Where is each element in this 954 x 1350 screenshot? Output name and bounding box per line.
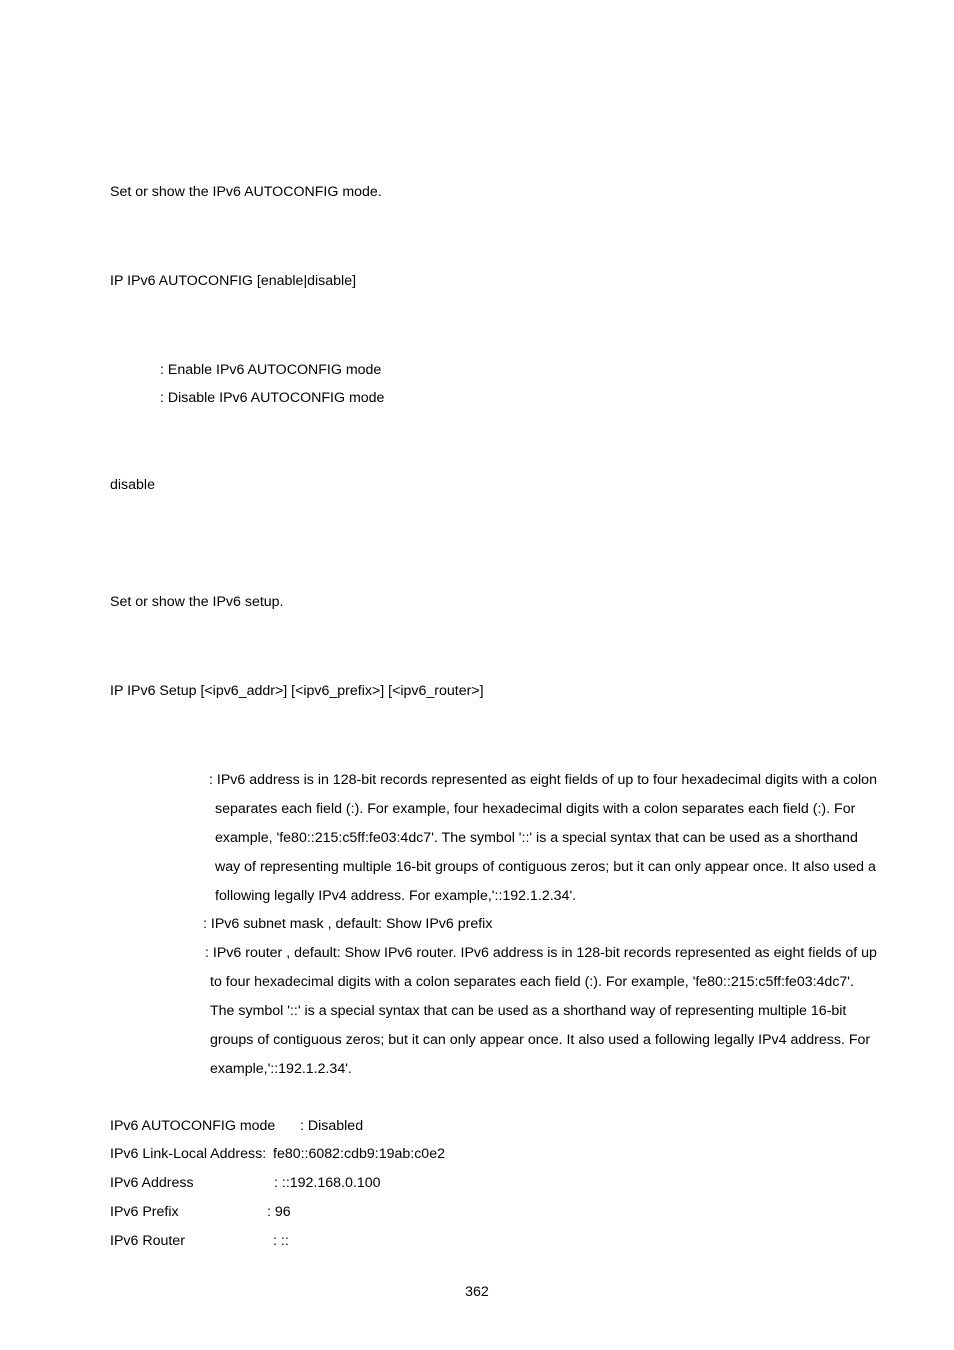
example-label: IPv6 Address [110, 1175, 194, 1191]
setup-syntax: IP IPv6 Setup [<ipv6_addr>] [<ipv6_prefix>] [<ipv6_router>] [110, 683, 484, 699]
param-line: groups of contiguous zeros; but it can only appear once. It also used a following legally IPv4 address. For [210, 1032, 871, 1048]
param-line: separates each field (:). For example, four hexadecimal digits with a colon separates each field (:). For [215, 801, 856, 817]
example-label: IPv6 AUTOCONFIG mode [110, 1118, 276, 1134]
autoconfig-default: disable [110, 477, 155, 493]
example-value: : 96 [267, 1204, 291, 1220]
example-value: : Disabled [300, 1118, 364, 1134]
param-line: way of representing multiple 16-bit groups of contiguous zeros; but it can only appear once. It also used a [215, 859, 876, 875]
autoconfig-param-disable: : Disable IPv6 AUTOCONFIG mode [160, 390, 385, 406]
setup-description: Set or show the IPv6 setup. [110, 594, 284, 610]
param-ipv6-router [205, 939, 877, 1084]
example-value: fe80::6082:cdb9:19ab:c0e2 [273, 1146, 445, 1162]
param-line: following legally IPv4 address. For example,'::192.1.2.34'. [215, 888, 577, 904]
autoconfig-syntax: IP IPv6 AUTOCONFIG [enable|disable] [110, 273, 357, 289]
autoconfig-param-enable: : Enable IPv6 AUTOCONFIG mode [160, 362, 382, 378]
autoconfig-description: Set or show the IPv6 AUTOCONFIG mode. [110, 184, 382, 200]
param-ipv6-prefix: : IPv6 subnet mask , default: Show IPv6 prefix [203, 916, 493, 932]
param-line: : IPv6 address is in 128-bit records represented as eight fields of up to four hexadecimal digits with a colon [209, 772, 877, 788]
example-label: IPv6 Link-Local Address: [110, 1146, 267, 1162]
example-label: IPv6 Prefix [110, 1204, 179, 1220]
param-ipv6-addr [209, 766, 877, 911]
param-line: example, 'fe80::215:c5ff:fe03:4dc7'. The symbol '::' is a special syntax that can be used as a shorthand [215, 830, 858, 846]
page-number: 362 [465, 1284, 489, 1300]
example-value: : ::192.168.0.100 [274, 1175, 381, 1191]
example-label: IPv6 Router [110, 1233, 185, 1249]
example-value: : :: [273, 1233, 289, 1249]
param-line: to four hexadecimal digits with a colon separates each field (:). For example, 'fe80::215:c5ff:fe03:4dc7'. [210, 974, 854, 990]
param-line: : IPv6 router , default: Show IPv6 router. IPv6 address is in 128-bit records represented as eight fields of up [205, 945, 877, 961]
param-line: example,'::192.1.2.34'. [210, 1061, 352, 1077]
param-line: The symbol '::' is a special syntax that can be used as a shorthand way of representing multiple 16-bit [210, 1003, 847, 1019]
